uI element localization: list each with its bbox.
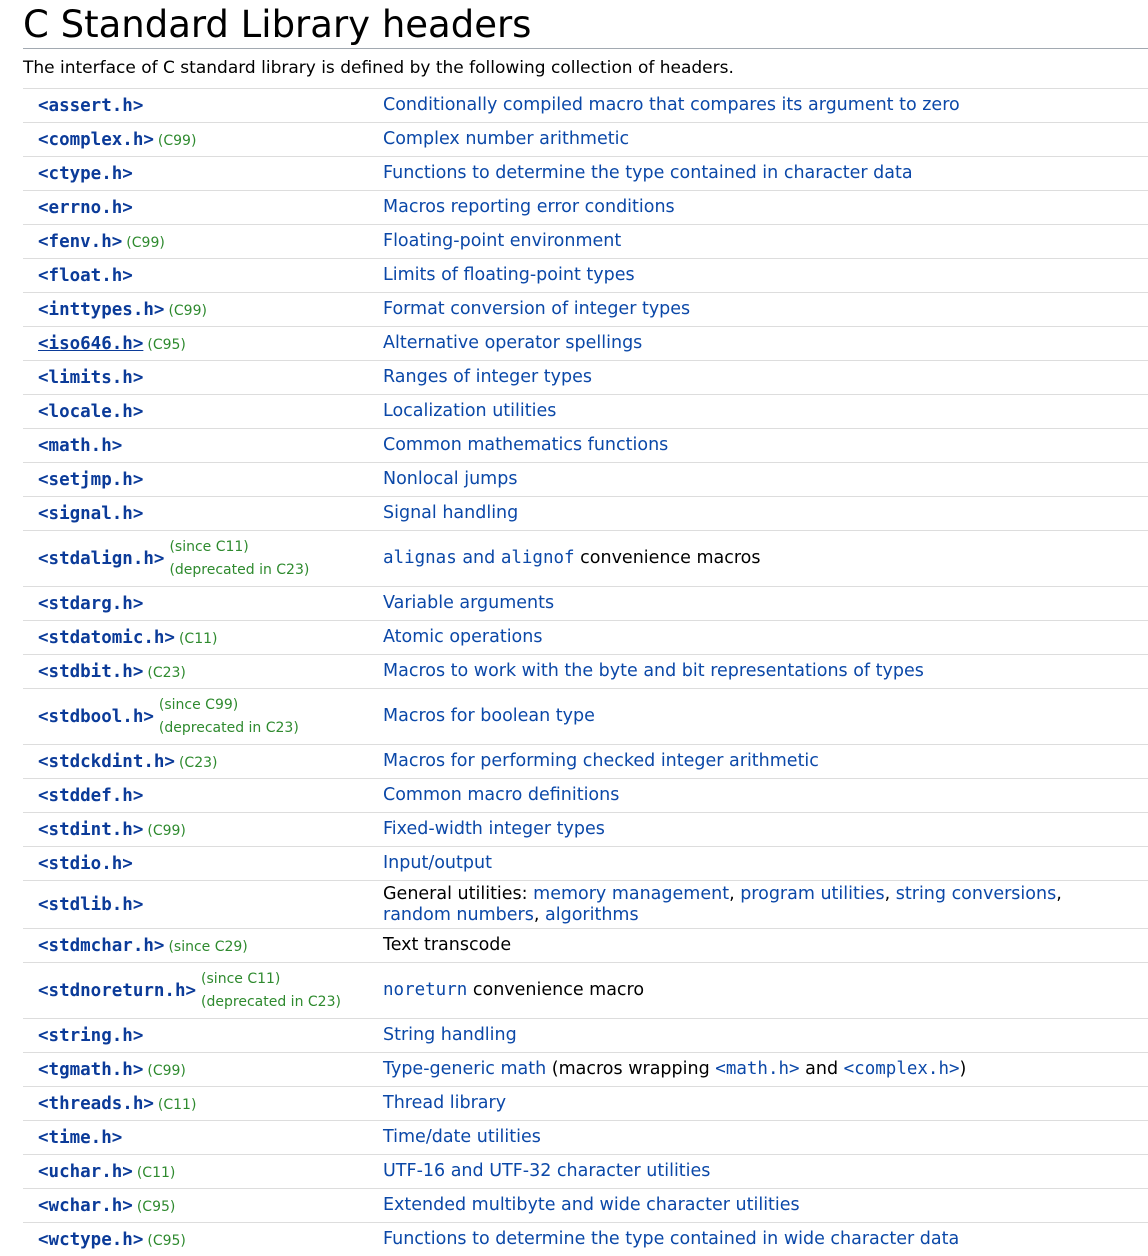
table-row bbox=[23, 89, 1148, 123]
table-row: <stdalign.h> (since C11) (deprecated in C23) alignas and alignof convenience macros bbox=[23, 531, 1148, 587]
desc-link-errno[interactable]: Macros reporting error conditions bbox=[383, 197, 675, 217]
table-row bbox=[23, 497, 1148, 531]
header-link-string[interactable]: <string.h> bbox=[38, 1026, 143, 1046]
desc-link-iso646[interactable]: Alternative operator spellings bbox=[383, 333, 642, 353]
table-row bbox=[23, 327, 1148, 361]
version-badge: (C99) bbox=[147, 823, 186, 839]
desc-link-assert[interactable]: Conditionally compiled macro that compares its argument to zero bbox=[383, 95, 960, 115]
version-badge: (since C11) (deprecated in C23) bbox=[201, 968, 341, 1014]
version-badge: (C11) bbox=[137, 1165, 176, 1181]
table-row bbox=[23, 847, 1148, 881]
header-link-ctype[interactable]: <ctype.h> bbox=[38, 164, 133, 184]
desc-link-stdio[interactable]: Input/output bbox=[383, 853, 492, 873]
table-row bbox=[23, 293, 1148, 327]
header-link-stdio[interactable]: <stdio.h> bbox=[38, 854, 133, 874]
header-link-setjmp[interactable]: <setjmp.h> bbox=[38, 470, 143, 490]
table-row: <tgmath.h> (C99) Type-generic math (macros wrapping <math.h> and <complex.h>) bbox=[23, 1053, 1148, 1087]
table-row: <stdnoreturn.h> (since C11) (deprecated in C23) noreturn convenience macro bbox=[23, 963, 1148, 1019]
header-link-wchar[interactable]: <wchar.h> bbox=[38, 1196, 133, 1216]
headers-table bbox=[23, 88, 1148, 1256]
desc-link-wctype[interactable]: Functions to determine the type contained in wide character data bbox=[383, 1229, 959, 1249]
desc-stdmchar: Text transcode bbox=[383, 935, 511, 955]
table-row bbox=[23, 779, 1148, 813]
table-row bbox=[23, 813, 1148, 847]
table-row bbox=[23, 463, 1148, 497]
header-link-math[interactable]: <math.h> bbox=[38, 436, 122, 456]
version-badge: (C99) bbox=[147, 1063, 186, 1079]
table-row bbox=[23, 929, 1148, 963]
table-row bbox=[23, 689, 1148, 745]
desc-link-fenv[interactable]: Floating-point environment bbox=[383, 231, 621, 251]
table-row bbox=[23, 157, 1148, 191]
memory-management-link[interactable]: memory management bbox=[533, 884, 729, 904]
table-row bbox=[23, 621, 1148, 655]
table-row bbox=[23, 1189, 1148, 1223]
header-link-stdbit[interactable]: <stdbit.h> bbox=[38, 662, 143, 682]
table-row bbox=[23, 429, 1148, 463]
table-row bbox=[23, 1155, 1148, 1189]
header-link-fenv[interactable]: <fenv.h> bbox=[38, 232, 122, 252]
desc-link-stdint[interactable]: Fixed-width integer types bbox=[383, 819, 605, 839]
version-badge: (since C29) bbox=[168, 939, 247, 955]
version-badge: (C11) bbox=[158, 1097, 197, 1113]
header-link-time[interactable]: <time.h> bbox=[38, 1128, 122, 1148]
table-row bbox=[23, 225, 1148, 259]
desc-link-uchar[interactable]: UTF-16 and UTF-32 character utilities bbox=[383, 1161, 710, 1181]
desc-link-stdarg[interactable]: Variable arguments bbox=[383, 593, 554, 613]
header-link-stdnoreturn[interactable]: <stdnoreturn.h> bbox=[38, 981, 196, 1001]
header-link-stdint[interactable]: <stdint.h> bbox=[38, 820, 143, 840]
table-row: <stdlib.h> General utilities: memory management, program utilities, string conversions, random numbers, algorithms bbox=[23, 881, 1148, 929]
desc-link-inttypes[interactable]: Format conversion of integer types bbox=[383, 299, 690, 319]
table-row bbox=[23, 259, 1148, 293]
program-utilities-link[interactable]: program utilities bbox=[740, 884, 884, 904]
complex-h-link[interactable]: <complex.h> bbox=[844, 1059, 960, 1079]
version-badge: (C95) bbox=[147, 1233, 186, 1249]
desc-link-math[interactable]: Common mathematics functions bbox=[383, 435, 668, 455]
table-row bbox=[23, 1223, 1148, 1256]
header-link-inttypes[interactable]: <inttypes.h> bbox=[38, 300, 164, 320]
desc-link-tgmath[interactable]: Type-generic math bbox=[383, 1059, 546, 1079]
desc-link-stdbit[interactable]: Macros to work with the byte and bit representations of types bbox=[383, 661, 924, 681]
alignof-link[interactable]: alignof bbox=[501, 548, 575, 568]
header-link-stdbool[interactable]: <stdbool.h> bbox=[38, 707, 154, 727]
header-link-threads[interactable]: <threads.h> bbox=[38, 1094, 154, 1114]
header-link-uchar[interactable]: <uchar.h> bbox=[38, 1162, 133, 1182]
version-badge: (C95) bbox=[147, 337, 186, 353]
desc-link-setjmp[interactable]: Nonlocal jumps bbox=[383, 469, 517, 489]
table-row bbox=[23, 587, 1148, 621]
header-link-signal[interactable]: <signal.h> bbox=[38, 504, 143, 524]
desc-link-limits[interactable]: Ranges of integer types bbox=[383, 367, 592, 387]
header-link-stddef[interactable]: <stddef.h> bbox=[38, 786, 143, 806]
table-row bbox=[23, 123, 1148, 157]
table-row bbox=[23, 1121, 1148, 1155]
header-link-complex[interactable]: <complex.h> bbox=[38, 130, 154, 150]
version-badge: (C99) bbox=[126, 235, 165, 251]
header-link-stdatomic[interactable]: <stdatomic.h> bbox=[38, 628, 175, 648]
header-link-wctype[interactable]: <wctype.h> bbox=[38, 1230, 143, 1250]
alignas-link[interactable]: alignas bbox=[383, 548, 457, 568]
table-row bbox=[23, 395, 1148, 429]
table-row bbox=[23, 191, 1148, 225]
header-link-locale[interactable]: <locale.h> bbox=[38, 402, 143, 422]
intro-text: The interface of C standard library is defined by the following collection of headers. bbox=[23, 57, 1148, 79]
table-row bbox=[23, 361, 1148, 395]
desc-link-stdckdint[interactable]: Macros for performing checked integer arithmetic bbox=[383, 751, 819, 771]
algorithms-link[interactable]: algorithms bbox=[545, 905, 639, 925]
header-link-errno[interactable]: <errno.h> bbox=[38, 198, 133, 218]
table-row bbox=[23, 655, 1148, 689]
noreturn-link[interactable]: noreturn bbox=[383, 980, 467, 1000]
desc-link-locale[interactable]: Localization utilities bbox=[383, 401, 556, 421]
version-badge: (C99) bbox=[158, 133, 197, 149]
header-link-float[interactable]: <float.h> bbox=[38, 266, 133, 286]
table-row bbox=[23, 1087, 1148, 1121]
version-badge: (C99) bbox=[168, 303, 207, 319]
page-title: C Standard Library headers bbox=[23, 0, 1148, 49]
desc-link-float[interactable]: Limits of floating-point types bbox=[383, 265, 635, 285]
desc-link-stdbool[interactable]: Macros for boolean type bbox=[383, 706, 595, 726]
desc-link-threads[interactable]: Thread library bbox=[383, 1093, 506, 1113]
header-link-assert[interactable]: <assert.h> bbox=[38, 96, 143, 116]
desc-link-signal[interactable]: Signal handling bbox=[383, 503, 518, 523]
header-link-iso646[interactable]: <iso646.h> bbox=[38, 334, 143, 354]
table-row bbox=[23, 745, 1148, 779]
header-link-tgmath[interactable]: <tgmath.h> bbox=[38, 1060, 143, 1080]
version-badge: (C23) bbox=[179, 755, 218, 771]
math-h-link[interactable]: <math.h> bbox=[715, 1059, 799, 1079]
string-conversions-link[interactable]: string conversions bbox=[896, 884, 1056, 904]
header-link-stdarg[interactable]: <stdarg.h> bbox=[38, 594, 143, 614]
desc-link-complex[interactable]: Complex number arithmetic bbox=[383, 129, 629, 149]
version-badge: (C11) bbox=[179, 631, 218, 647]
random-numbers-link[interactable]: random numbers bbox=[383, 905, 534, 925]
desc-link-time[interactable]: Time/date utilities bbox=[383, 1127, 541, 1147]
version-badge: (since C99) (deprecated in C23) bbox=[159, 694, 299, 740]
header-link-stdlib[interactable]: <stdlib.h> bbox=[38, 895, 143, 915]
desc-link-string[interactable]: String handling bbox=[383, 1025, 517, 1045]
desc-link-ctype[interactable]: Functions to determine the type contained in character data bbox=[383, 163, 913, 183]
header-link-stdmchar[interactable]: <stdmchar.h> bbox=[38, 936, 164, 956]
desc-link-stdatomic[interactable]: Atomic operations bbox=[383, 627, 542, 647]
header-link-limits[interactable]: <limits.h> bbox=[38, 368, 143, 388]
version-badge: (since C11) (deprecated in C23) bbox=[169, 536, 309, 582]
header-link-stdckdint[interactable]: <stdckdint.h> bbox=[38, 752, 175, 772]
table-row bbox=[23, 1019, 1148, 1053]
version-badge: (C95) bbox=[137, 1199, 176, 1215]
desc-link-stddef[interactable]: Common macro definitions bbox=[383, 785, 619, 805]
desc-link-wchar[interactable]: Extended multibyte and wide character utilities bbox=[383, 1195, 800, 1215]
version-badge: (C23) bbox=[147, 665, 186, 681]
header-link-stdalign[interactable]: <stdalign.h> bbox=[38, 549, 164, 569]
